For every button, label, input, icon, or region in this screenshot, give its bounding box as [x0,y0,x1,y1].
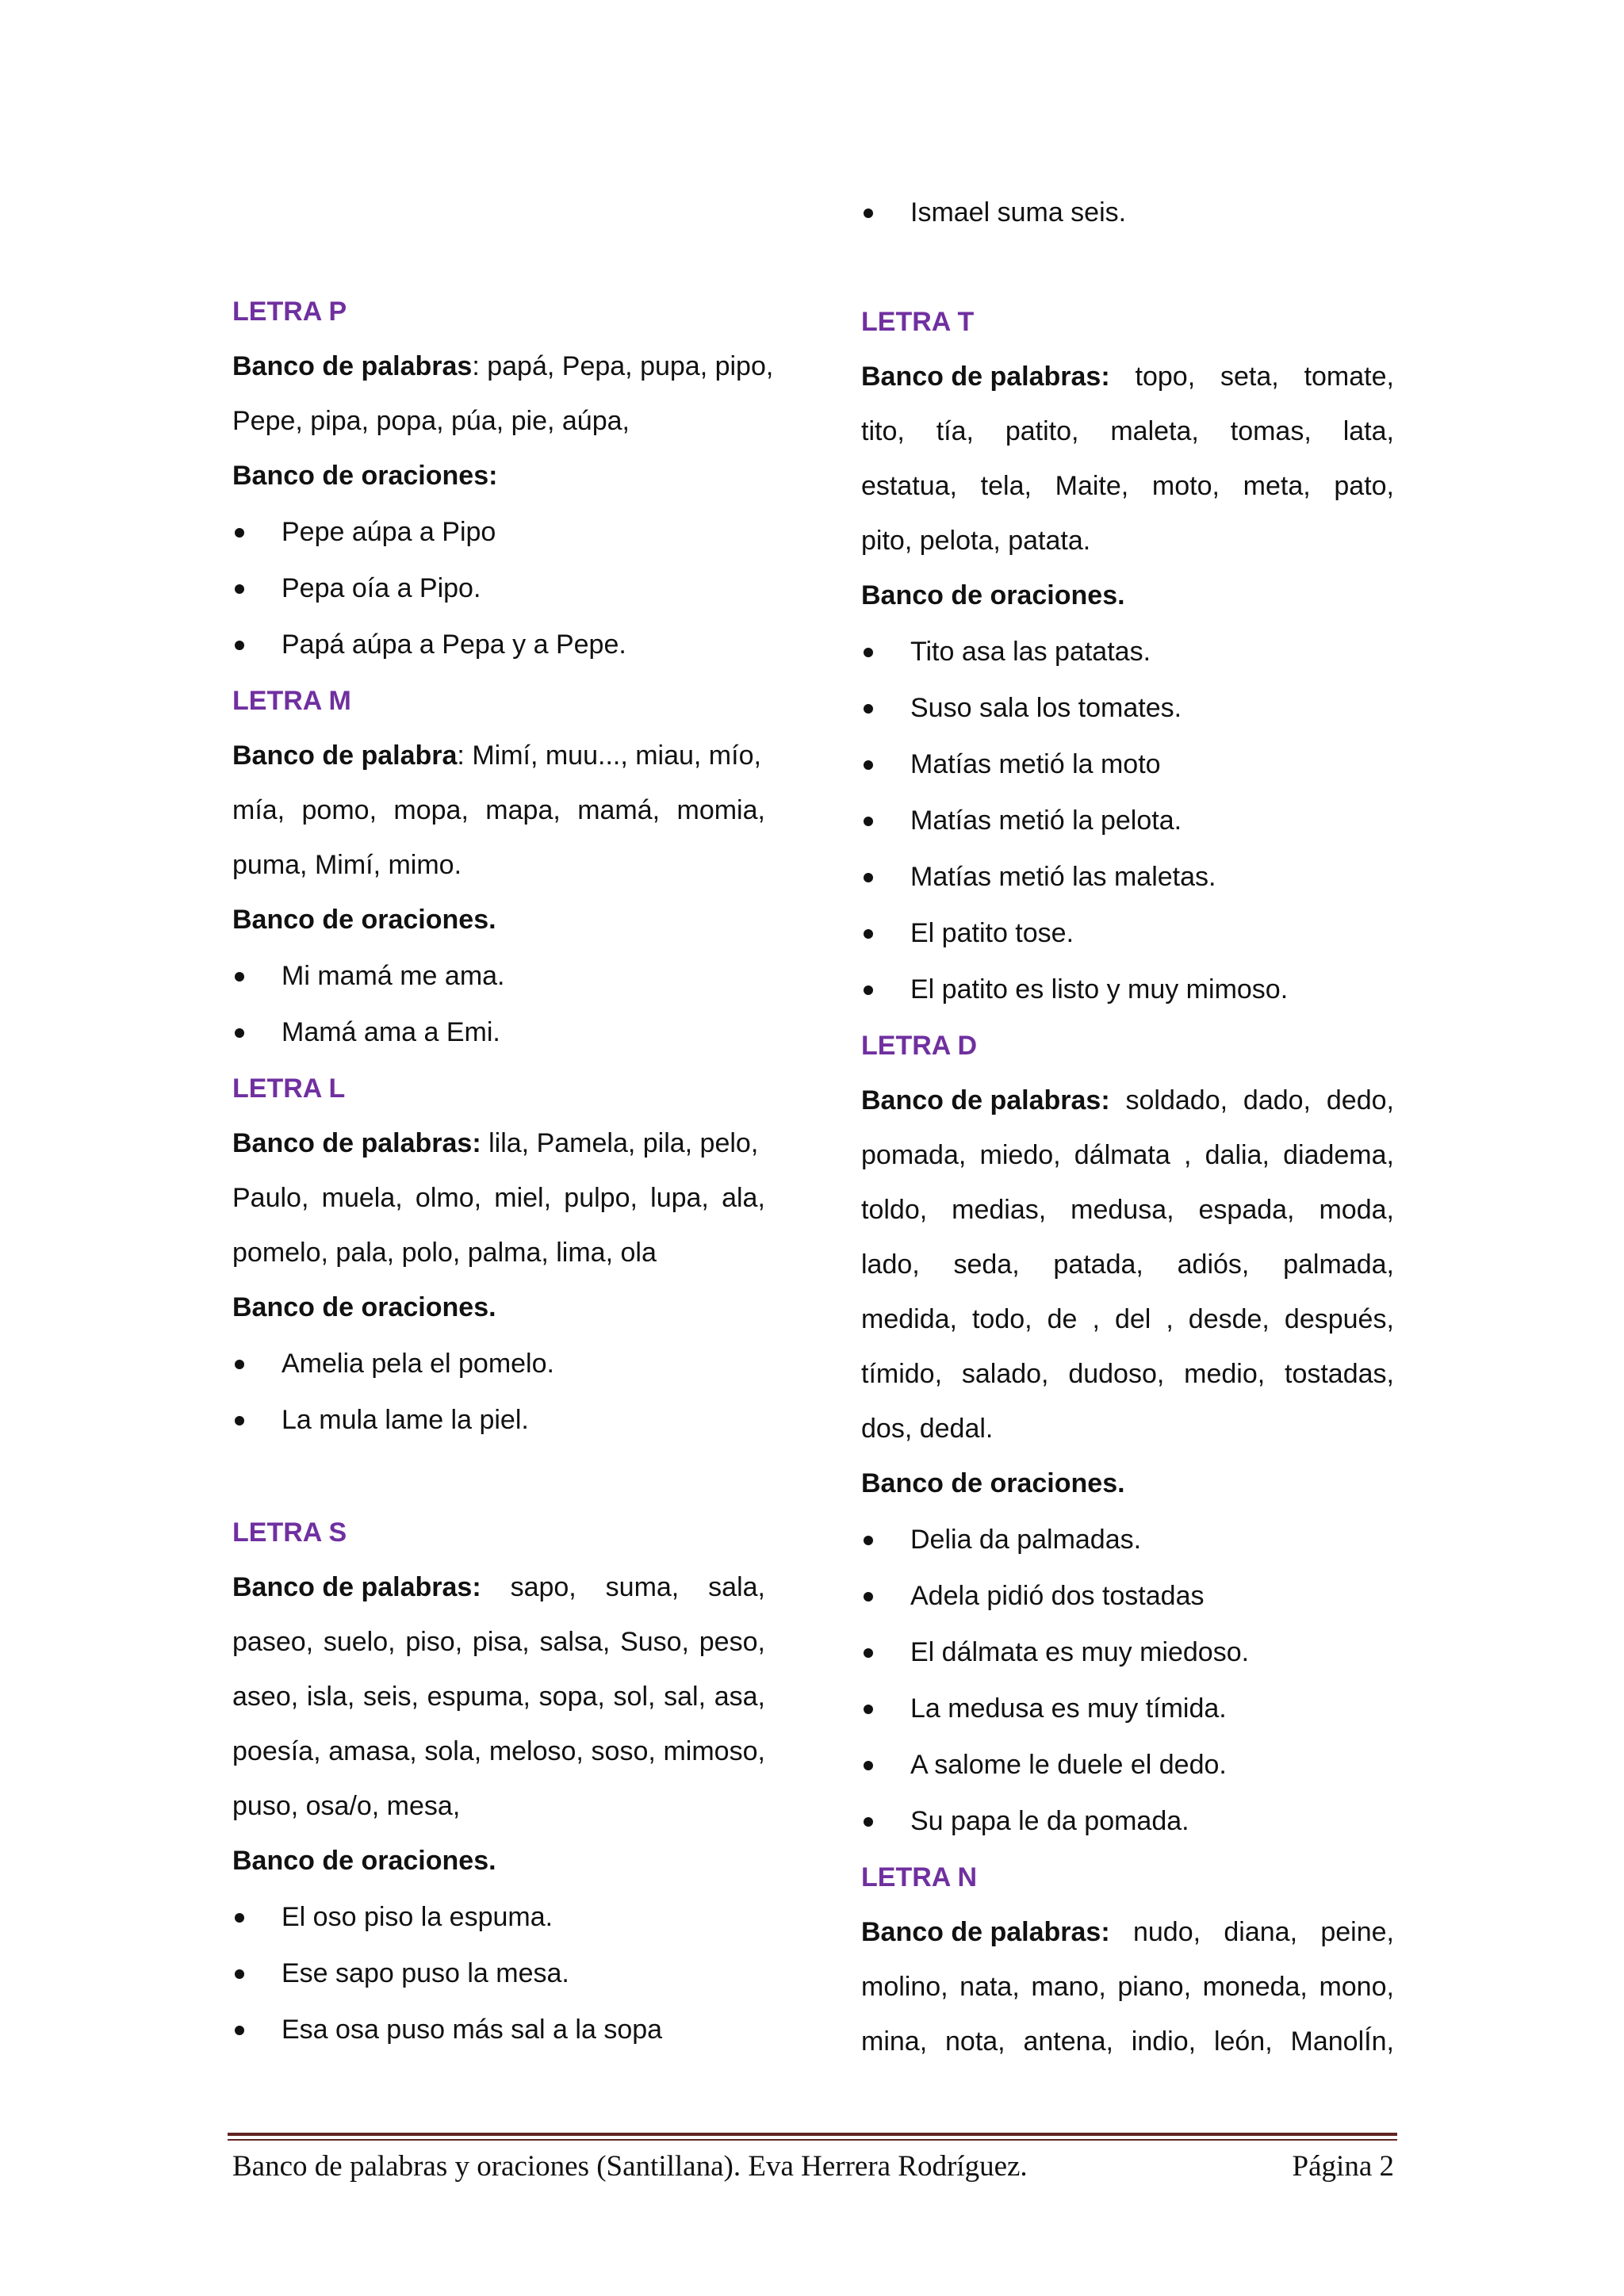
l-words-line-3: pomelo, pala, polo, palma, lima, ola [232,1238,657,1268]
n-words-line-2: molino, nata, mano, piano, moneda, mono, [861,1972,1394,2002]
list-item: Esa osa puso más sal a la sopa [232,2003,814,2057]
p-words-line-1: Banco de palabras: papá, Pepa, pupa, pipo, [232,351,774,381]
d-words-line-2: pomada, miedo, dálmata , dalia, diadema, [861,1140,1394,1170]
list-item: Suso sala los tomates. [861,681,1443,736]
list-item: Papá aúpa a Pepa y a Pepe. [232,618,814,672]
list-item: El patito tose. [861,906,1443,961]
d-words-line-1: Banco de palabras: soldado, dado, dedo, [861,1073,1394,1128]
list-item: Matías metió la moto [861,737,1443,792]
list-item: Matías metió la pelota. [861,794,1443,848]
t-words-line-2: tito, tía, patito, maleta, tomas, lata, [861,416,1394,446]
m-words-line-2: mía, pomo, mopa, mapa, mamá, momia, [232,795,765,825]
m-words-line-3: puma, Mimí, mimo. [232,850,462,880]
t-words-line-3: estatua, tela, Maite, moto, meta, pato, [861,471,1394,501]
list-item: Su papa le da pomada. [861,1794,1443,1849]
list-item: Pepa oía a Pipo. [232,561,814,616]
heading-letra-d: LETRA D [861,1031,978,1061]
l-words-line-1: Banco de palabras: lila, Pamela, pila, pelo, [232,1128,759,1158]
list-item: El dálmata es muy miedoso. [861,1625,1443,1680]
m-words-line-1: Banco de palabra: Mimí, muu..., miau, mío, [232,740,761,771]
s-words-line-3: aseo, isla, seis, espuma, sopa, sol, sal, asa, [232,1682,765,1712]
list-item: Ese sapo puso la mesa. [232,1946,814,2001]
d-words-line-7: dos, dedal. [861,1414,994,1444]
list-item: Pepe aúpa a Pipo [232,505,814,560]
list-item: El oso piso la espuma. [232,1890,814,1945]
n-words-label: Banco de palabras: [861,1917,1110,1947]
heading-letra-p: LETRA P [232,297,347,327]
list-item: La medusa es muy tímida. [861,1682,1443,1736]
s-words-line-5: puso, osa/o, mesa, [232,1791,461,1821]
footer-citation: Banco de palabras y oraciones (Santillana). Eva Herrera Rodríguez. [232,2150,1028,2183]
p-words-label: Banco de palabras [232,351,473,381]
l-words-line-2: Paulo, muela, olmo, miel, pulpo, lupa, ala, [232,1183,765,1213]
list-item: Tito asa las patatas. [861,625,1443,679]
t-sentences-label: Banco de oraciones. [861,580,1125,610]
list-item: Matías metió las maletas. [861,850,1443,905]
heading-letra-t: LETRA T [861,307,975,337]
list-item: Mamá ama a Emi. [232,1005,814,1060]
footer-rule-thick [228,2133,1397,2136]
d-words-line-5: medida, todo, de , del , desde, después, [861,1304,1394,1334]
d-words-line-3: toldo, medias, medusa, espada, moda, [861,1195,1394,1225]
p-words-line-2: Pepe, pipa, popa, púa, pie, aúpa, [232,406,630,436]
t-words-line-1: Banco de palabras: topo, seta, tomate, [861,350,1394,404]
heading-letra-n: LETRA N [861,1862,978,1892]
list-item: La mula lame la piel. [232,1393,814,1448]
l-sentences-label: Banco de oraciones. [232,1292,496,1322]
p-sentences-label: Banco de oraciones: [232,461,498,491]
list-item: A salome le duele el dedo. [861,1738,1443,1793]
list-item: Amelia pela el pomelo. [232,1337,814,1391]
heading-letra-l: LETRA L [232,1073,346,1104]
s-words-line-2: paseo, suelo, piso, pisa, salsa, Suso, peso, [232,1627,765,1657]
s-words-line-1: Banco de palabras: sapo, suma, sala, [232,1560,765,1615]
list-item: El patito es listo y muy mimoso. [861,962,1443,1017]
heading-letra-m: LETRA M [232,686,351,716]
d-sentences-label: Banco de oraciones. [861,1468,1125,1498]
n-words-line-3: mina, nota, antena, indio, león, ManolÍn, [861,2026,1394,2057]
t-words-line-4: pito, pelota, patata. [861,526,1091,556]
list-item: Mi mamá me ama. [232,949,814,1004]
list-item: Ismael suma seis. [861,186,1443,240]
heading-letra-s: LETRA S [232,1517,347,1548]
page-number: Página 2 [1292,2150,1394,2183]
d-words-line-6: tímido, salado, dudoso, medio, tostadas, [861,1359,1394,1389]
s-words-label: Banco de palabras: [232,1572,481,1602]
d-words-line-4: lado, seda, patada, adiós, palmada, [861,1249,1394,1280]
m-sentences-label: Banco de oraciones. [232,905,496,935]
t-words-label: Banco de palabras: [861,362,1110,392]
d-words-label: Banco de palabras: [861,1085,1110,1115]
list-item: Delia da palmadas. [861,1513,1443,1567]
s-words-line-4: poesía, amasa, sola, meloso, soso, mimoso, [232,1736,765,1766]
m-words-label: Banco de palabra [232,740,458,771]
s-sentences-label: Banco de oraciones. [232,1846,496,1876]
footer-rule-thin [228,2139,1397,2141]
n-words-line-1: Banco de palabras: nudo, diana, peine, [861,1905,1394,1960]
list-item: Adela pidió dos tostadas [861,1569,1443,1624]
l-words-label: Banco de palabras: [232,1128,481,1158]
